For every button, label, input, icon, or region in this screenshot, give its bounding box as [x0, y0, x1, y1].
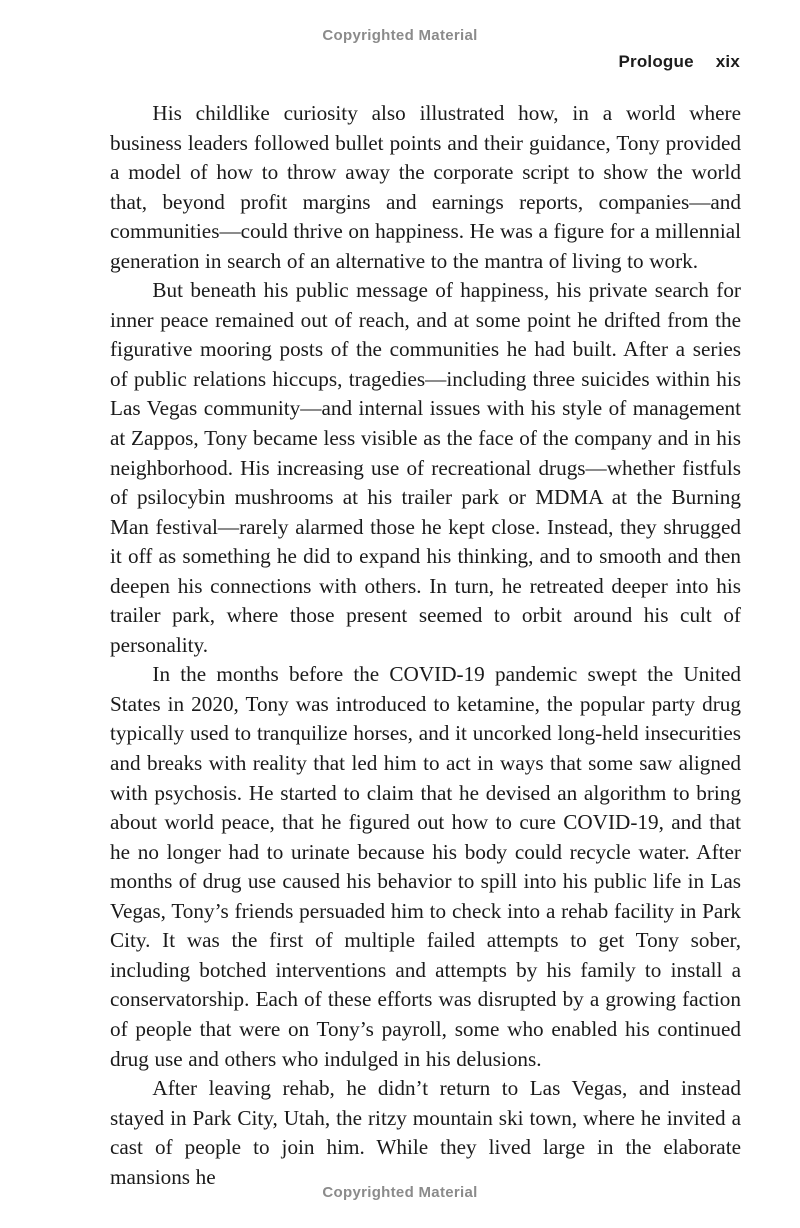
body-text-block	[110, 99, 741, 1192]
copyrighted-material-watermark-bottom: Copyrighted Material	[322, 1184, 478, 1201]
running-head	[618, 52, 740, 72]
paragraph: After leaving rehab, he didn’t return to Las Vegas, and instead stayed in Park City, Utah, the ritzy mountain ski town, where he invited a cast of people to join him. While they lived large in the elaborate mansions he	[110, 1076, 741, 1189]
running-head-chapter-label: Prologue	[618, 52, 694, 71]
paragraph: In the months before the COVID-19 pandemic swept the United States in 2020, Tony was introduced to ketamine, the popular party drug typically used to tranquilize horses, and it uncorked long-held insecurities and breaks with reality that led him to act in ways that some saw aligned with psychosis. He started to claim that he devised an algorithm to bring about world peace, that he figured out how to cure COVID-19, and that he no longer had to urinate because his body could recycle water. After months of drug use caused his behavior to spill into his public life in Las Vegas, Tony’s friends persuaded him to check into a rehab facility in Park City. It was the first of multiple failed attempts to get Tony sober, including botched interventions and attempts by his family to install a conservatorship. Each of these efforts was disrupted by a growing faction of people that were on Tony’s payroll, some who enabled his continued drug use and others who indulged in his delusions.	[110, 662, 741, 1071]
paragraph: But beneath his public message of happiness, his private search for inner peace remained out of reach, and at some point he drifted from the figurative mooring posts of the communities he had built. After a series of public relations hiccups, tragedies—including three suicides within his Las Vegas community—and internal issues with his style of management at Zappos, Tony became less visible as the face of the company and in his neighborhood. His increasing use of recreational drugs—whether fistfuls of psilocybin mushrooms at his trailer park or MDMA at the Burning Man festival—rarely alarmed those he kept close. Instead, they shrugged it off as something he did to expand his thinking, and to smooth and then deepen his connections with others. In turn, he retreated deeper into his trailer park, where those present seemed to orbit around his cult of personality.	[110, 278, 741, 657]
page-number: xix	[715, 52, 740, 71]
copyrighted-material-watermark-top: Copyrighted Material	[322, 27, 478, 44]
paragraph: His childlike curiosity also illustrated how, in a world where business leaders followed bullet points and their guidance, Tony provided a model of how to throw away the corporate script to show the world that, beyond profit margins and earnings reports, companies—and communities—could thrive on happiness. He was a figure for a millennial generation in search of an alternative to the mantra of living to work.	[110, 101, 741, 273]
